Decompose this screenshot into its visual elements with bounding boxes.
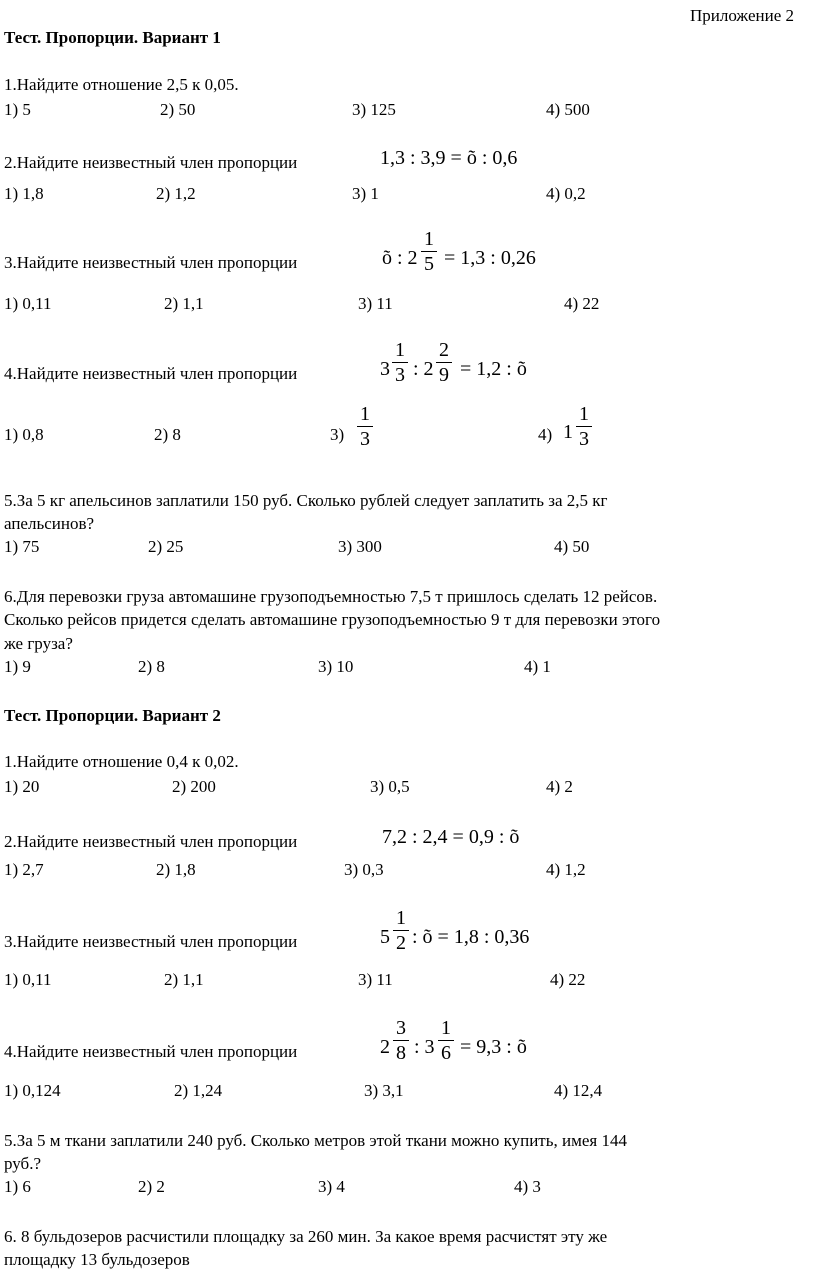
v2-q3-option-2: 2) 1,1	[164, 970, 204, 989]
v1-q4-fraction-2-num: 2	[439, 339, 449, 361]
v2-q3-fraction	[393, 907, 409, 954]
v2-q5-option-4: 4) 3	[514, 1177, 541, 1196]
v1-q4-option-4-num: 1	[579, 403, 589, 425]
v2-q3-fraction-num: 1	[396, 907, 406, 929]
v2-q1-option-2: 2) 200	[172, 777, 216, 796]
v1-q4-whole-1: 3	[380, 358, 390, 380]
v2-q2-option-1: 1) 2,7	[4, 860, 44, 879]
v1-q3-option-2: 2) 1,1	[164, 294, 204, 313]
v2-q5-line-1: 5.За 5 м ткани заплатили 240 руб. Сколько метров этой ткани можно купить, имея 144	[4, 1131, 627, 1150]
v1-q6-line-2: Сколько рейсов придется сделать автомашине грузоподъемностью 9 т для перевозки этого	[4, 610, 661, 629]
v1-q6-line-3: же груза?	[4, 634, 73, 653]
v1-q3-text: 3.Найдите неизвестный член пропорции	[4, 253, 298, 272]
v2-q1-text: 1.Найдите отношение 0,4 к 0,02.	[4, 752, 239, 771]
v1-q3-fraction-num: 1	[424, 228, 434, 250]
v1-q4-mid: : 2	[413, 358, 434, 380]
v1-q4-fraction-2-den: 9	[439, 364, 449, 386]
v2-q2-option-4: 4) 1,2	[546, 860, 586, 879]
v1-q6-option-4: 4) 1	[524, 657, 551, 676]
v2-q5-option-3: 3) 4	[318, 1177, 345, 1196]
v2-q4-option-4: 4) 12,4	[554, 1081, 603, 1100]
v1-q4-fraction-2	[436, 339, 452, 386]
v2-q4-fraction-1-den: 8	[396, 1042, 406, 1064]
v1-q4-option-4-fraction	[576, 403, 592, 450]
v2-q4-fraction-1-num: 3	[396, 1017, 406, 1039]
v2-q4-option-2: 2) 1,24	[174, 1081, 223, 1100]
v1-q4-option-4-whole: 1	[563, 421, 573, 443]
v1-q4-option-3-fraction	[357, 403, 373, 450]
v2-q1-option-4: 4) 2	[546, 777, 573, 796]
v2-q4-mid: : 3	[414, 1036, 435, 1058]
v1-q4-fraction-1	[392, 339, 408, 386]
appendix-label: Приложение 2	[690, 6, 794, 25]
v1-q4-text: 4.Найдите неизвестный член пропорции	[4, 364, 298, 383]
v1-q6-option-3: 3) 10	[318, 657, 354, 676]
v2-q3-option-1: 1) 0,11	[4, 970, 52, 989]
v1-q5-option-2: 2) 25	[148, 537, 184, 556]
v1-q3-formula-pre: õ : 2	[382, 247, 418, 269]
v2-q1-option-1: 1) 20	[4, 777, 40, 796]
v1-q4-option-2: 2) 8	[154, 425, 181, 444]
v1-q2-option-2: 2) 1,2	[156, 184, 196, 203]
v2-q1-option-3: 3) 0,5	[370, 777, 410, 796]
v2-q4-option-3: 3) 3,1	[364, 1081, 404, 1100]
v1-q4-option-3: 3)	[330, 425, 345, 444]
v1-q4-option-1: 1) 0,8	[4, 425, 44, 444]
v2-q6-line-2: площадку 13 бульдозеров	[4, 1250, 190, 1269]
v2-q3-option-4: 4) 22	[550, 970, 586, 989]
v2-q4-fraction-2-num: 1	[441, 1017, 451, 1039]
v2-q3-text: 3.Найдите неизвестный член пропорции	[4, 932, 298, 951]
v2-q5-line-2: руб.?	[4, 1154, 41, 1173]
v1-q3-fraction-den: 5	[424, 253, 434, 275]
v2-q2-option-3: 3) 0,3	[344, 860, 384, 879]
v1-q4-option-3-num: 1	[360, 403, 370, 425]
v2-q5-option-2: 2) 2	[138, 1177, 165, 1196]
v1-q4-option-4-den: 3	[579, 428, 589, 450]
v1-q3-formula-post: = 1,3 : 0,26	[444, 247, 536, 269]
variant-1-title: Тест. Пропорции. Вариант 1	[4, 28, 221, 47]
v2-q2-formula: 7,2 : 2,4 = 0,9 : õ	[382, 826, 520, 848]
v2-q4-fraction-1	[393, 1017, 409, 1064]
v1-q3-fraction	[421, 228, 437, 275]
v2-q4-formula-post: = 9,3 : õ	[460, 1036, 527, 1058]
v1-q4-option-4: 4)	[538, 425, 553, 444]
v1-q4-formula-post: = 1,2 : õ	[460, 358, 527, 380]
v1-q2-option-4: 4) 0,2	[546, 184, 586, 203]
v2-q3-whole: 5	[380, 926, 390, 948]
v1-q1-option-3: 3) 125	[352, 100, 396, 119]
v1-q6-option-2: 2) 8	[138, 657, 165, 676]
v1-q4-fraction-1-num: 1	[395, 339, 405, 361]
v1-q1-option-4: 4) 500	[546, 100, 590, 119]
v1-q1-text: 1.Найдите отношение 2,5 к 0,05.	[4, 75, 239, 94]
v1-q5-line-2: апельсинов?	[4, 514, 95, 533]
v2-q5-option-1: 1) 6	[4, 1177, 31, 1196]
v2-q4-text: 4.Найдите неизвестный член пропорции	[4, 1042, 298, 1061]
v1-q2-option-3: 3) 1	[352, 184, 379, 203]
v1-q1-option-1: 1) 5	[4, 100, 31, 119]
v1-q3-option-3: 3) 11	[358, 294, 393, 313]
v2-q3-formula-post: : õ = 1,8 : 0,36	[412, 926, 530, 948]
v2-q6-line-1: 6. 8 бульдозеров расчистили площадку за 260 мин. За какое время расчистят эту же	[4, 1227, 608, 1246]
v1-q2-option-1: 1) 1,8	[4, 184, 44, 203]
v1-q3-option-4: 4) 22	[564, 294, 600, 313]
v2-q3-option-3: 3) 11	[358, 970, 393, 989]
v2-q4-fraction-2-den: 6	[441, 1042, 451, 1064]
v2-q2-text: 2.Найдите неизвестный член пропорции	[4, 832, 298, 851]
v1-q5-option-4: 4) 50	[554, 537, 590, 556]
variant-2-title: Тест. Пропорции. Вариант 2	[4, 706, 221, 725]
v1-q4-option-3-den: 3	[360, 428, 370, 450]
v2-q4-whole-1: 2	[380, 1036, 390, 1058]
v1-q3-option-1: 1) 0,11	[4, 294, 52, 313]
v2-q4-option-1: 1) 0,124	[4, 1081, 61, 1100]
v1-q6-line-1: 6.Для перевозки груза автомашине грузоподъемностью 7,5 т пришлось сделать 12 рейсов.	[4, 587, 658, 606]
v1-q1-option-2: 2) 50	[160, 100, 196, 119]
v2-q3-fraction-den: 2	[396, 932, 406, 954]
v1-q5-option-3: 3) 300	[338, 537, 382, 556]
v1-q5-line-1: 5.За 5 кг апельсинов заплатили 150 руб. Сколько рублей следует заплатить за 2,5 кг	[4, 491, 608, 510]
v1-q4-fraction-1-den: 3	[395, 364, 405, 386]
v2-q2-option-2: 2) 1,8	[156, 860, 196, 879]
v1-q2-formula: 1,3 : 3,9 = õ : 0,6	[380, 147, 518, 169]
v1-q6-option-1: 1) 9	[4, 657, 31, 676]
v1-q5-option-1: 1) 75	[4, 537, 40, 556]
v1-q2-text: 2.Найдите неизвестный член пропорции	[4, 153, 298, 172]
v2-q4-fraction-2	[438, 1017, 454, 1064]
